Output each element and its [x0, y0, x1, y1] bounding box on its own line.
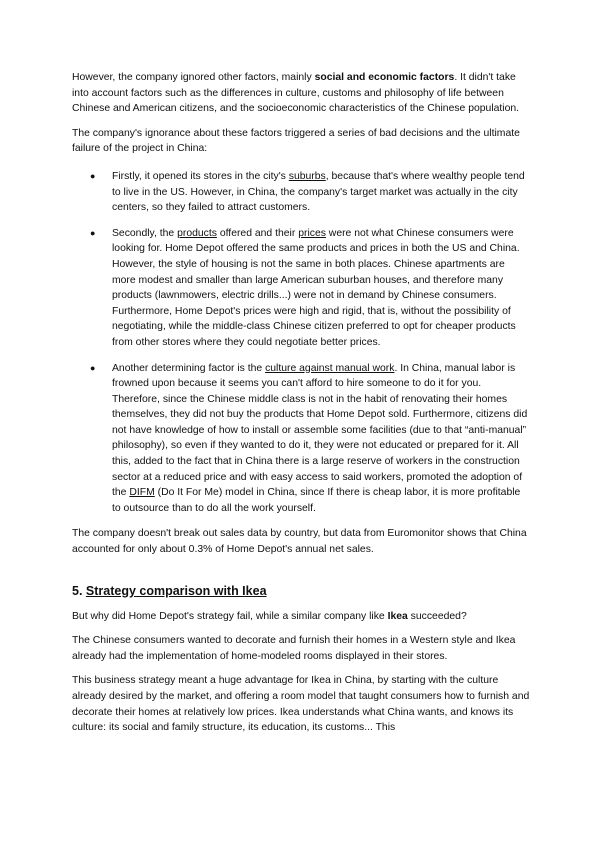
section-heading: 5. Strategy comparison with Ikea	[72, 583, 267, 598]
bullet-icon: ●	[90, 362, 96, 373]
list-item: ● Another determining factor is the culture against manual work. In China, manual labor is frowned upon because it seems you can't afford to hire someone to do it for you. Therefore, since the Chinese middle class is not in the habit of renovating their homes themselves, they did not buy the products that Home Depot sold. Furthermore, citizens did not have knowledge of how to install or assemble some facilities (due to that “anti-manual” philosophy), so even if they wanted to do it, they were not educated or prepared for it. All this, added to the fact that in China there is a large reserve of workers in the construction sector at a reduced price and with easy access to said workers, promoted the adoption of the DIFM (Do It For Me) model in China, since If there is cheap labor, it is more profitable to outsource than to do all the work yourself.	[90, 362, 528, 514]
document-page	[72, 70, 530, 736]
link-prices[interactable]: prices	[298, 227, 326, 239]
link-culture-against-manual-work[interactable]: culture against manual work	[265, 362, 395, 374]
paragraph-ignorance: The company's ignorance about these factors triggered a series of bad decisions and the ultimate failure of the project in China:	[72, 127, 520, 155]
bullet-icon: ●	[90, 170, 96, 181]
paragraph-business-strategy: This business strategy meant a huge advantage for Ikea in China, by starting with the culture already desired by the market, and offering a room model that taught consumers how to furnish and decorate their homes at relatively low prices. Ikea understands what China wants, and knows its culture: its social and family structure, its education, its customs... This	[72, 675, 530, 734]
bold-ikea: Ikea	[387, 610, 408, 622]
list-item: ● Secondly, the products offered and their prices were not what Chinese consumers were looking for. Home Depot offered the same products and prices in both the US and China. However, the style of housing is not the same in both places. Chinese apartments are more modest and smaller than large American suburban houses, and therefore many products (lawnmowers, electric drills...) were not in demand by Chinese consumers. Furthermore, Home Depot's prices were high and rigid, that is, without the possibility of negotiating, while the middle-class Chinese citizen preferred to opt for cheaper products from other stores where they could negotiate better prices.	[90, 227, 520, 348]
paragraph-factors: However, the company ignored other factors, mainly social and economic factors. It didn't take into account factors such as the differences in culture, customs and philosophy of life between Chinese and American citizens, and the socioeconomic characteristics of the Chinese population.	[72, 72, 520, 115]
link-products[interactable]: products	[177, 227, 217, 239]
bullet-icon: ●	[90, 227, 96, 238]
paragraph-western-style: The Chinese consumers wanted to decorate and furnish their homes in a Western style and Ikea already had the implementation of home-modeled rooms displayed in their stores.	[72, 635, 516, 662]
paragraph-question: But why did Home Depot's strategy fail, while a similar company like Ikea succeeded?	[72, 610, 467, 622]
paragraph-sales-data: The company doesn't break out sales data by country, but data from Euromonitor shows that China accounted for only about 0.3% of Home Depot's annual net sales.	[72, 528, 527, 556]
list-item: ● Firstly, it opened its stores in the city's suburbs, because that's where wealthy people tend to live in the US. However, in China, the company's target market was actually in the city centers, so they failed to attract customers.	[90, 170, 525, 214]
bullet-list	[72, 169, 530, 516]
bold-social-economic: social and economic factors	[314, 72, 455, 83]
link-difm[interactable]: DIFM	[129, 487, 155, 499]
link-suburbs[interactable]: suburbs	[288, 170, 326, 182]
